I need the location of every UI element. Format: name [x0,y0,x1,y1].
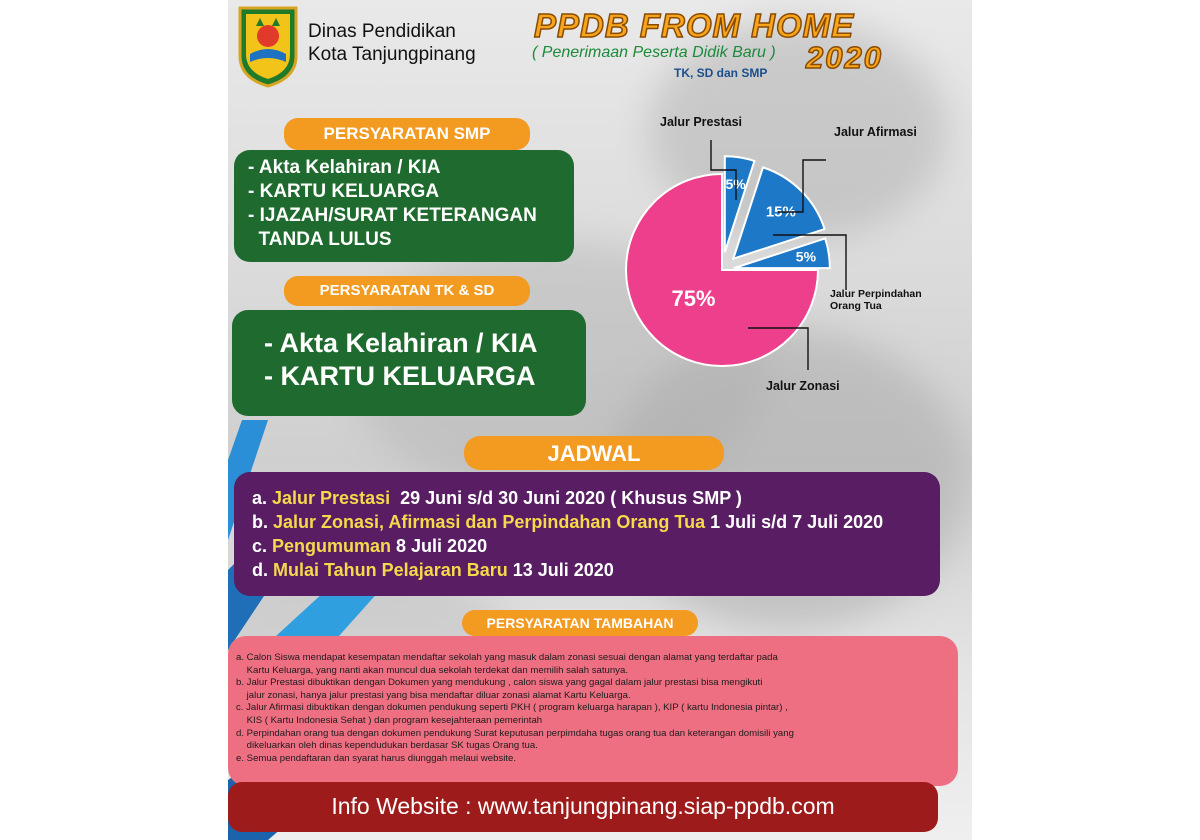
tksd-title: PERSYARATAN TK & SD [284,276,530,306]
pie-chart [608,100,972,400]
jadwal-item-prefix: b. [252,512,273,532]
tambahan-line: KIS ( Kartu Indonesia Sehat ) dan program kesejahteraan pemerintah [236,714,543,726]
ppdb-levels: TK, SD dan SMP [674,66,768,80]
tambahan-line: b. Jalur Prestasi dibuktikan dengan Dokumen yang mendukung , calon siswa yang gagal dalam jalur prestasi bisa mengikuti [236,677,763,689]
poster [228,0,972,840]
agency-name-line2: Kota Tanjungpinang [308,44,476,65]
tambahan-box [228,636,958,786]
tambahan-line: c. Jalur Afirmasi dibuktikan dengan dokumen pendukung seperti PKH ( program keluarga harapan ), KIP ( kartu Indonesia pintar) , [236,702,788,714]
slice-value-label: 5% [795,248,817,265]
pie-category-label: Jalur Prestasi [660,115,742,129]
tambahan-line: a. Calon Siswa mendapat kesempatan mendaftar sekolah yang masuk dalam zonasi sesuai dengan alamat yang terdaftar pada [236,652,778,663]
jadwal-box [234,472,940,596]
jadwal-item-prefix: c. [252,536,273,556]
info-website-banner: Info Website : www.tanjungpinang.siap-ppdb.com [228,782,938,832]
jadwal-item-text: 8 Juli 2020 [391,536,488,556]
ppdb-title: PPDB FROM HOME [534,7,855,44]
slice-value-label: 75% [671,286,716,312]
smp-item: - Akta Kelahiran / KIA [248,157,441,178]
jadwal-item-prefix: a. [252,488,273,508]
smp-item: - KARTU KELUARGA [248,181,440,202]
smp-item: - IJAZAH/SURAT KETERANGAN [248,205,537,226]
jadwal-item [252,510,940,534]
jadwal-item-text: 1 Juli s/d 7 Juli 2020 [705,512,884,532]
pie-category-label: Orang Tua [830,300,882,312]
ppdb-year: 2020 [806,40,883,75]
tambahan-line: Kartu Keluarga, yang nanti akan muncul dua sekolah terdekat dan memilih salah satunya. [236,664,628,676]
smp-item: TANDA LULUS [248,229,392,250]
smp-requirements-box [234,150,574,262]
jadwal-title: JADWAL [464,436,724,470]
jadwal-item-text: 13 Juli 2020 [507,560,614,580]
jadwal-item-prefix: d. [252,560,273,580]
tambahan-line: d. Perpindahan orang tua dengan dokumen pendukung Surat keputusan perpimdaha tugas orang tua dan keterangan domisili yang [236,727,794,739]
tksd-item: - KARTU KELUARGA [264,361,536,391]
tambahan-line: jalur zonasi, hanya jalur prestasi yang bisa mendaftar diluar zonasi alamat Kartu Keluarga. [236,689,631,701]
city-coat-of-arms-icon [236,4,300,88]
jadwal-item [252,558,940,582]
ppdb-subtitle: ( Penerimaan Peserta Didik Baru ) [532,44,776,61]
jadwal-item [252,534,940,558]
agency-name-line1: Dinas Pendidikan [308,21,456,42]
slice-value-label: 15% [765,203,796,221]
jadwal-item [252,486,940,510]
smp-title: PERSYARATAN SMP [284,118,530,150]
tambahan-line: dikeluarkan oleh dinas kependudukan berdasar SK tugas Orang tua. [236,740,538,752]
agency-name [308,20,476,66]
tambahan-line: e. Semua pendaftaran dan syarat harus diunggah melaui website. [236,752,516,764]
pie-category-label: Jalur Afirmasi [834,125,917,139]
tksd-item: - Akta Kelahiran / KIA [264,328,538,358]
jadwal-item-text: 29 Juni s/d 30 Juni 2020 ( Khusus SMP ) [390,488,742,508]
jadwal-item-highlight: Jalur Prestasi [272,488,391,508]
pie-category-label: Jalur Perpindahan [830,288,922,300]
jadwal-item-highlight: Pengumuman [272,536,392,556]
tksd-requirements-box [232,310,586,416]
slice-value-label: 5% [725,175,746,192]
jadwal-item-highlight: Mulai Tahun Pelajaran Baru [273,560,508,580]
pie-category-label: Jalur Zonasi [766,379,840,393]
jadwal-item-highlight: Jalur Zonasi, Afirmasi dan Perpindahan Orang Tua [273,512,706,532]
tambahan-title: PERSYARATAN TAMBAHAN [462,610,698,636]
